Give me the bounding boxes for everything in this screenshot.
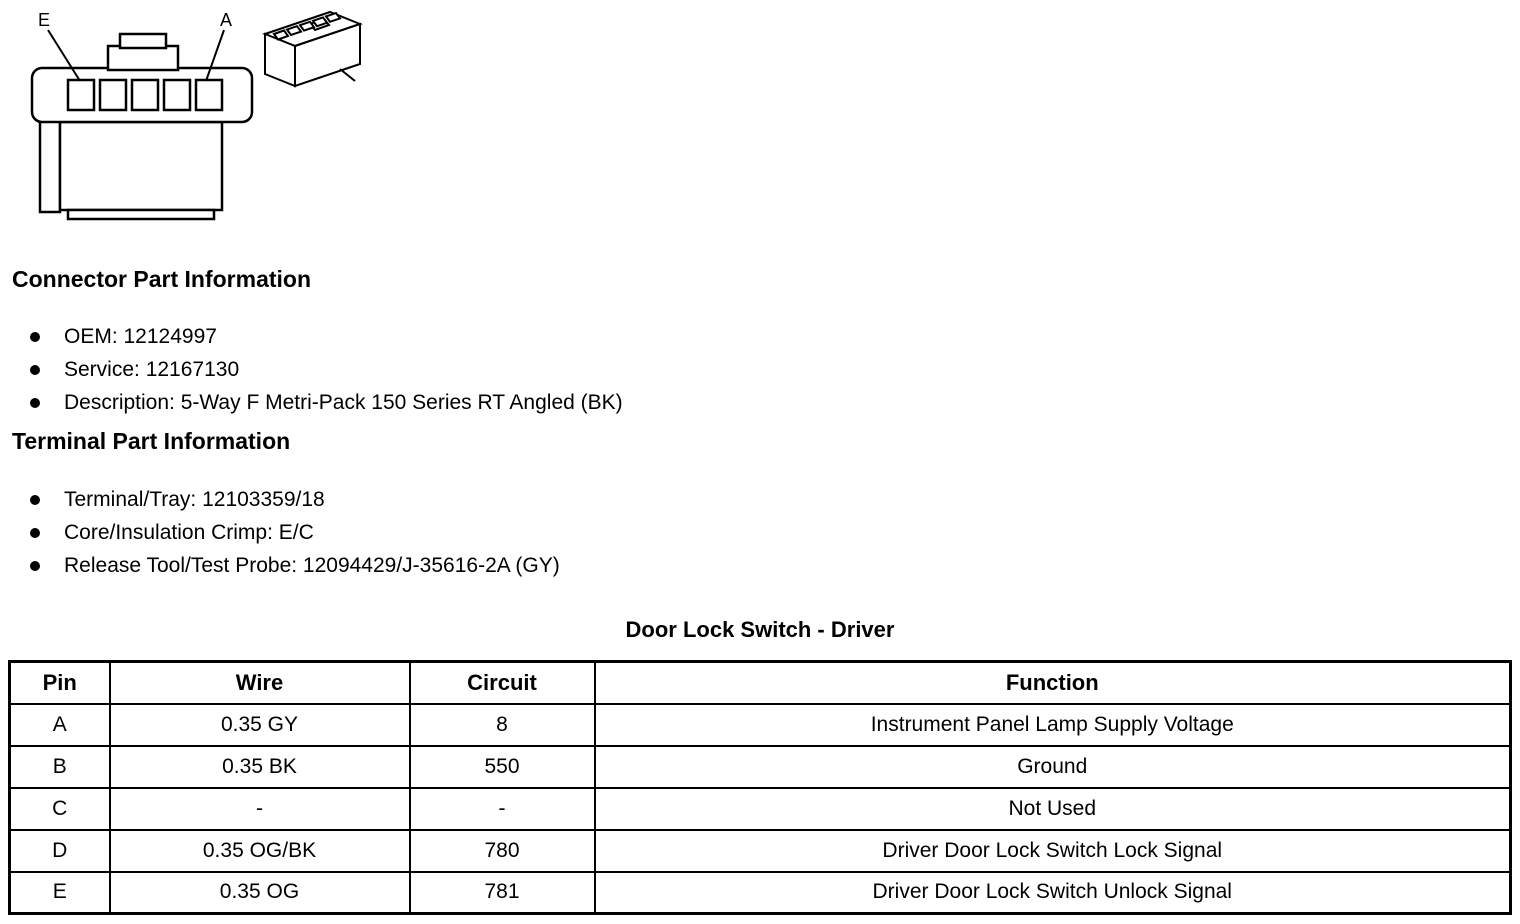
cell-circuit: 550	[410, 746, 595, 788]
list-item-text: Terminal/Tray: 12103359/18	[64, 487, 325, 511]
cell-circuit: -	[410, 788, 595, 830]
cell-pin: C	[10, 788, 110, 830]
cell-circuit: 780	[410, 830, 595, 872]
bullet-icon	[30, 332, 40, 342]
connector-front-view	[32, 34, 252, 219]
header-cell-circuit: Circuit	[410, 662, 595, 704]
list-item-text: Service: 12167130	[64, 357, 240, 381]
header-cell-pin: Pin	[10, 662, 110, 704]
pin-label-a: A	[220, 10, 233, 30]
cell-function: Driver Door Lock Switch Unlock Signal	[595, 872, 1511, 914]
connector-diagram	[10, 4, 380, 236]
cell-wire: 0.35 OG/BK	[110, 830, 410, 872]
list-item-text: Description: 5-Way F Metri-Pack 150 Series RT Angled (BK)	[64, 390, 623, 414]
pinout-table	[8, 660, 1512, 915]
cell-pin: D	[10, 830, 110, 872]
connector-info-list	[30, 320, 623, 419]
bullet-icon	[30, 365, 40, 375]
cell-wire: 0.35 OG	[110, 872, 410, 914]
pinout-table-title: Door Lock Switch - Driver	[625, 617, 895, 642]
bullet-icon	[30, 398, 40, 408]
terminal-info-list	[30, 483, 560, 582]
connector-info-title: Connector Part Information	[12, 266, 312, 292]
header-cell-wire: Wire	[110, 662, 410, 704]
cell-pin: E	[10, 872, 110, 914]
table-row	[10, 830, 1511, 872]
cell-circuit: 8	[410, 704, 595, 746]
connector-3d-view	[265, 12, 360, 86]
list-item-text: OEM: 12124997	[64, 324, 217, 348]
table-row	[10, 872, 1511, 914]
table-row	[10, 704, 1511, 746]
list-item	[30, 549, 560, 582]
bullet-icon	[30, 528, 40, 538]
bullet-icon	[30, 495, 40, 505]
cell-function: Not Used	[595, 788, 1511, 830]
connector-drawing	[10, 4, 380, 236]
list-item	[30, 483, 560, 516]
list-item	[30, 386, 623, 419]
table-header-row	[10, 662, 1511, 704]
list-item-text: Core/Insulation Crimp: E/C	[64, 520, 314, 544]
cell-function: Instrument Panel Lamp Supply Voltage	[595, 704, 1511, 746]
terminal-info-title: Terminal Part Information	[12, 428, 291, 454]
header-cell-function: Function	[595, 662, 1511, 704]
cell-circuit: 781	[410, 872, 595, 914]
cell-function: Driver Door Lock Switch Lock Signal	[595, 830, 1511, 872]
cell-wire: -	[110, 788, 410, 830]
bullet-icon	[30, 561, 40, 571]
list-item	[30, 516, 560, 549]
cell-pin: A	[10, 704, 110, 746]
cell-function: Ground	[595, 746, 1511, 788]
table-row	[10, 746, 1511, 788]
cell-wire: 0.35 BK	[110, 746, 410, 788]
pin-label-e: E	[38, 10, 51, 30]
cell-wire: 0.35 GY	[110, 704, 410, 746]
list-item-text: Release Tool/Test Probe: 12094429/J-35616-2A (GY)	[64, 553, 560, 577]
table-row	[10, 788, 1511, 830]
cell-pin: B	[10, 746, 110, 788]
list-item	[30, 353, 623, 386]
list-item	[30, 320, 623, 353]
